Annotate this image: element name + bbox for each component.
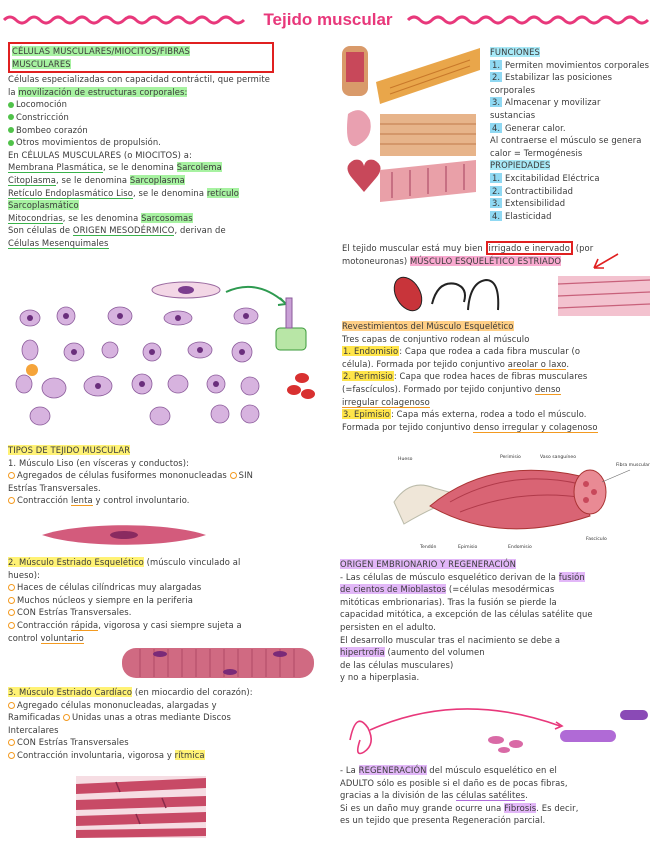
function-item-cont: corporales [490, 84, 536, 95]
regen-line: Si es un daño muy grande ocurre una Fibrosis. Es decir, [340, 802, 579, 813]
property-item: 1. Excitabilidad Eléctrica [492, 172, 600, 183]
cardiac-types [8, 686, 318, 762]
origin-line: Son células de ORIGEN MESODÉRMICO, derivan de [8, 225, 226, 236]
bullet-dot-icon [8, 114, 14, 120]
cell-shape [241, 405, 259, 423]
cell-shape [42, 378, 66, 398]
heat-line: calor = Termogénesis [490, 147, 583, 158]
bullet-dot-icon [8, 127, 14, 133]
fascicle-cut [574, 470, 606, 514]
reticulum-line-cont: Sarcoplasmático [8, 200, 79, 211]
endomysium-line: 1. Endomisio: Capa que rodea a cada fibra muscular (o [343, 346, 581, 357]
label-vasos: Vaso sanguíneo [540, 455, 577, 460]
coverings-heading: Revestimientos del Músculo Esquelético [342, 321, 514, 331]
function-item-cont: sustancias [490, 109, 536, 120]
endomysium-line-cont: célula). Formada por tejido conjuntivo areolar o laxo. [342, 358, 570, 369]
bullet-ring-icon [8, 597, 15, 604]
cell-shape [16, 375, 32, 393]
perimysium-line: 2. Perimisio: Capa que rodea haces de fibras musculares [343, 371, 588, 382]
regen-line: es un tejido que presenta Regeneración parcial. [340, 815, 546, 826]
cardiac-item: Ramificadas Unidas unas a otras mediante Discos [8, 712, 231, 723]
origin-line: persisten en el adulto. [340, 621, 436, 632]
smooth-title: 1. Músculo Liso (en vísceras y conductos): [8, 457, 190, 468]
regeneration-section [340, 764, 654, 827]
intro-desc-line1: Células especializadas con capacidad contráctil, que permite [8, 74, 270, 85]
page-title: Tejido muscular [263, 10, 393, 29]
smooth-item: Contracción lenta y control involuntario. [8, 494, 318, 507]
cardiac-item-cont: Intercalares [8, 724, 59, 735]
red-cell [301, 389, 315, 399]
origin-section [340, 558, 654, 684]
mesenchymal-nucleus [178, 286, 194, 294]
irrigation-line-cont: motoneuronas) MÚSCULO ESQUELÉTICO ESTRIADO [342, 255, 562, 266]
intro-heading-line2: MUSCULARES [12, 58, 71, 69]
bullet-ring-icon [8, 752, 15, 759]
coverings-intro: Tres capas de conjuntivo rodean al músculo [342, 333, 530, 344]
label-endomisio: Endomisio [508, 545, 532, 550]
smooth-item: Agregados de células fusiformes mononucleadas SIN [8, 469, 318, 482]
body-muscles [346, 52, 364, 82]
skeletal-item: Contracción rápida, vigorosa y casi siempre sujeta a [8, 619, 318, 632]
label-perimisio: Perimisio [500, 455, 521, 460]
bullet-ring-icon [8, 497, 15, 504]
muscle-doodle [389, 272, 428, 315]
heart-organ [347, 160, 380, 192]
bullet-ring-icon [8, 472, 15, 479]
bullet-ring-icon [63, 714, 70, 721]
cell-shape [30, 407, 50, 425]
coverings-section [342, 320, 654, 433]
orange-cell [26, 364, 38, 376]
functions-section [490, 46, 654, 222]
origin-line: de cientos de Mioblastos (=células mesodérmicas [340, 584, 555, 595]
label-hueso: Hueso [398, 457, 413, 462]
irrigation-line: El tejido muscular está muy bien irrigado e inervado (por [342, 243, 594, 253]
heat-line: Al contraerse el músculo se genera [490, 135, 642, 146]
intro-bullet: Locomoción [8, 98, 314, 111]
cytoplasm-line: Citoplasma, se le denomina Sarcoplasma [8, 174, 185, 185]
skeletal-types [8, 556, 318, 644]
origin-line: y no a hiperplasia. [340, 672, 420, 683]
label-tendon: Tendón [420, 545, 437, 550]
bullet-ring-icon [8, 702, 15, 709]
label-fasciculo: Fascículo [586, 537, 607, 542]
intro-desc-line2: la movilización de estructuras corporales: [8, 86, 188, 97]
skeletal-item: Haces de células cilíndricas muy alargadas [8, 581, 318, 594]
skeletal-title-cont: hueso): [8, 569, 41, 580]
myotube [560, 730, 616, 742]
pink-arrow [370, 709, 560, 730]
origin-line: - Las células de músculo esquelético derivan de la fusión [340, 571, 585, 582]
regen-line: ADULTO sólo es posible si el daño es de pocas fibras, [340, 777, 568, 788]
cardiac-muscle-image [76, 776, 206, 838]
skeletal-item: Muchos núcleos y siempre en la periferia [8, 594, 318, 607]
red-arrow-icon [590, 252, 620, 272]
perimysium-line-cont: irregular colagenoso [342, 396, 430, 407]
muscle-cell-precursor [286, 298, 292, 328]
property-item: 4. Elasticidad [492, 210, 552, 221]
cardiac-title: 3. Músculo Estriado Cardíaco (en miocardio del corazón): [8, 687, 253, 697]
bullet-ring-icon [8, 609, 15, 616]
muscle-types-figure [340, 42, 488, 238]
cardiac-item: CON Estrías Transversales [8, 736, 318, 749]
smooth-tissue-block [380, 114, 476, 156]
arm-doodle [432, 283, 465, 304]
smooth-item-cont: Estrías Transversales. [8, 482, 101, 493]
intro-heading-box [8, 42, 274, 73]
regen-line: - La REGENERACIÓN del músculo esquelético en el [340, 765, 557, 775]
smooth-muscle-nucleus [110, 531, 138, 539]
pink-swirl [350, 721, 371, 753]
skeletal-bundle [376, 48, 480, 104]
function-item: 4. Generar calor. [492, 122, 566, 133]
smooth-muscle-image [40, 520, 208, 550]
types-section [8, 444, 318, 507]
movilizacion-highlight: movilización de estructuras corporales: [18, 86, 188, 97]
cardiac-item: Agregado células mononucleadas, alargadas y [8, 699, 318, 712]
regeneration-diagram [346, 700, 652, 758]
skeletal-fiber-image [120, 644, 316, 682]
bullet-ring-icon [8, 622, 15, 629]
origin-line: hipertrofia (aumento del volumen [340, 647, 485, 658]
cells-intro: En CÉLULAS MUSCULARES (o MIOCITOS) a: [8, 149, 192, 160]
function-item: 2. Estabilizar las posiciones [492, 72, 613, 83]
cell-lineage-diagram [10, 280, 316, 430]
functions-heading: FUNCIONES [490, 47, 540, 57]
intro-bullet: Constricción [8, 111, 314, 124]
regen-line: gracias a la división de las células satélites. [340, 790, 528, 801]
skeletal-drawings [390, 270, 650, 320]
red-cell [287, 385, 301, 395]
property-item: 3. Extensibilidad [492, 198, 566, 209]
skeletal-item: CON Estrías Transversales. [8, 606, 318, 619]
muscle-structure-diagram [390, 452, 650, 552]
cell-shape [168, 375, 188, 393]
origin-line: de las células musculares) [340, 659, 454, 670]
epimysium-line: 3. Epimisio: Capa más externa, rodea a todo el músculo. [343, 409, 587, 420]
skeletal-title: 2. Músculo Estriado Esquelético (músculo vinculado al [8, 557, 241, 567]
cell-shape [211, 405, 229, 423]
origin-heading: ORIGEN EMBRIONARIO Y REGENERACIÓN [340, 559, 517, 569]
mitochondria-line: Mitocondrias, se les denomina Sarcosomas [8, 212, 193, 223]
epimysium-line-cont: Formada por tejido conjuntivo denso irregular y colagenoso [342, 421, 598, 432]
cell-shape [241, 377, 259, 395]
muscle-cell-highlight [276, 328, 306, 350]
function-item: 1. Permiten movimientos corporales [492, 59, 650, 70]
cell-shape [22, 340, 38, 360]
cell-shape [102, 342, 118, 358]
stomach-organ [347, 110, 371, 146]
function-item: 3. Almacenar y movilizar [492, 97, 601, 108]
reticulum-line: Retículo Endoplasmático Liso, se le denomina retículo [8, 187, 240, 198]
intro-bullet: Otros movimientos de propulsión. [8, 136, 314, 149]
origin-line: mitóticas embrionarias). Tras la fusión se pierde la [340, 596, 557, 607]
origin-line-cont: Células Mesenquimales [8, 237, 109, 248]
intro-heading-line1: CÉLULAS MUSCULARES/MIOCITOS/FIBRAS [12, 46, 190, 56]
bullet-ring-icon [230, 472, 237, 479]
lineage-arrow [226, 287, 284, 302]
intro-bullet: Bombeo corazón [8, 124, 314, 137]
red-cell [295, 373, 309, 383]
intro-section [8, 42, 314, 250]
types-heading: TIPOS DE TEJIDO MUSCULAR [8, 445, 131, 455]
cardiac-item: Contracción involuntaria, vigorosa y rítmica [8, 749, 318, 762]
origin-line: El desarrollo muscular tras el nacimiento se debe a [340, 634, 561, 645]
bullet-dot-icon [8, 140, 14, 146]
arm-doodle [468, 280, 498, 310]
origin-line: capacidad mitótica, a excepción de las células satélite que [340, 609, 593, 620]
bullet-ring-icon [8, 584, 15, 591]
skeletal-item-cont: control voluntario [8, 632, 84, 643]
title-bar [0, 4, 656, 34]
bullet-ring-icon [8, 739, 15, 746]
label-epimisio: Epimisio [458, 545, 478, 550]
properties-heading: PROPIEDADES [490, 160, 551, 171]
label-fibra: Fibra muscular [616, 463, 650, 468]
cell-shape [150, 407, 170, 425]
membrane-line: Membrana Plasmática, se le denomina Sarcolema [8, 162, 222, 173]
mature-fiber [620, 710, 648, 720]
bullet-dot-icon [8, 102, 14, 108]
perimysium-line-cont: (=fascículos). Formado por tejido conjuntivo denso [342, 383, 561, 394]
property-item: 2. Contractibilidad [492, 185, 573, 196]
